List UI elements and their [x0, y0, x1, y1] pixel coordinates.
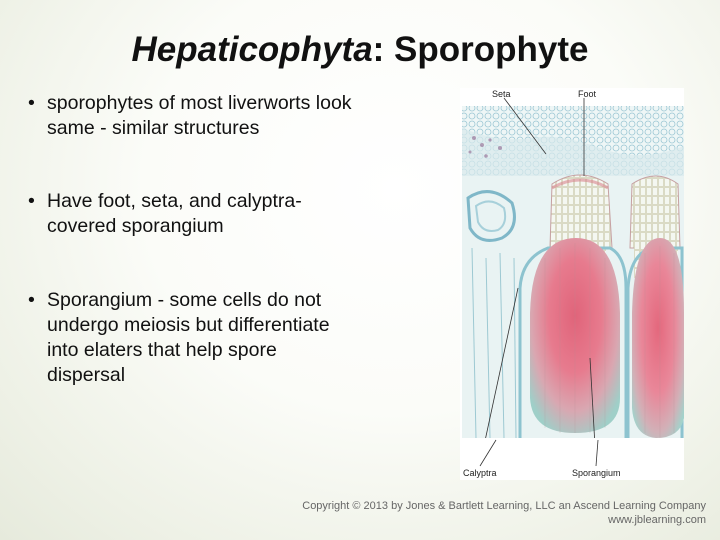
- bullet-marker: •: [28, 92, 35, 114]
- figure-label-foot: Foot: [578, 89, 597, 99]
- copyright-line: Copyright © 2013 by Jones & Bartlett Learning, LLC an Ascend Learning Company: [302, 500, 706, 512]
- bullet-marker: •: [28, 190, 35, 212]
- figure-label-seta: Seta: [492, 89, 511, 99]
- bullet-line: dispersal: [47, 364, 126, 386]
- bullet-marker: •: [28, 289, 35, 311]
- copyright-notice: [302, 499, 706, 527]
- figure-label-calyptra: Calyptra: [463, 468, 497, 478]
- title-italic: Hepaticophyta: [131, 30, 373, 69]
- bullet-line: Have foot, seta, and calyptra-: [47, 190, 302, 212]
- copyright-url: www.jblearning.com: [608, 514, 706, 526]
- title-rest: : Sporophyte: [372, 30, 589, 69]
- bullet-line: undergo meiosis but differentiate: [47, 314, 330, 336]
- bullet-line: same - similar structures: [47, 117, 260, 139]
- bullet-line: sporophytes of most liverworts look: [47, 92, 352, 114]
- bullet-line: into elaters that help spore: [47, 339, 277, 361]
- micrograph-figure: [460, 88, 684, 480]
- bullet-item: [28, 189, 302, 239]
- figure-label-sporangium: Sporangium: [572, 468, 621, 478]
- bullet-line: Sporangium - some cells do not: [47, 289, 322, 311]
- micrograph-image: [460, 88, 684, 480]
- bullet-item: [28, 288, 330, 388]
- bullet-item: [28, 91, 352, 141]
- slide-title: [0, 28, 720, 72]
- bullet-line: covered sporangium: [47, 215, 224, 237]
